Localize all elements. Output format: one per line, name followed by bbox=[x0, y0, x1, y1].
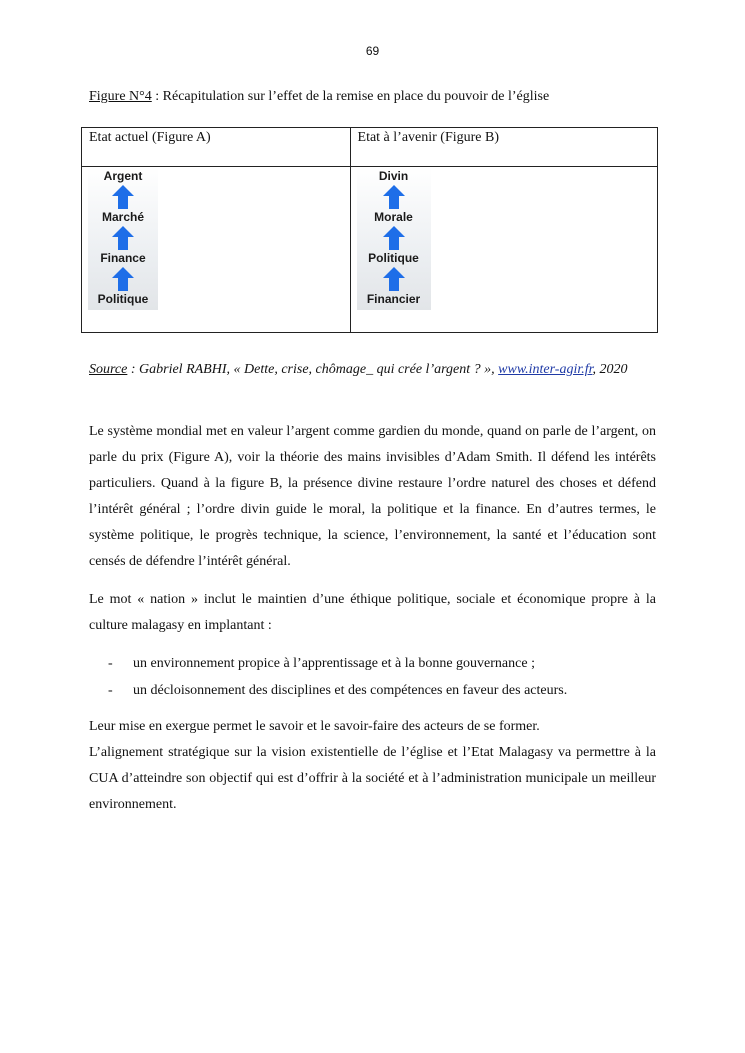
figure-title: : Récapitulation sur l’effet de la remise en place du pouvoir de l’église bbox=[151, 89, 550, 104]
figure-a-level-4: Politique bbox=[97, 292, 149, 306]
up-arrow-icon bbox=[112, 185, 134, 209]
up-arrow-icon bbox=[112, 267, 134, 291]
bullet-text: un décloisonnement des disciplines et des compétences en faveur des acteurs. bbox=[133, 683, 568, 698]
source-text: : Gabriel RABHI, « Dette, crise, chômage_ qui crée l’argent ? », bbox=[127, 362, 499, 377]
figure-label: Figure N°4 bbox=[89, 89, 152, 104]
figure-b-level-3: Politique bbox=[368, 251, 419, 265]
bullet-marker: - bbox=[108, 683, 113, 698]
up-arrow-icon bbox=[383, 185, 405, 209]
up-arrow-icon bbox=[112, 226, 134, 250]
figure-b-level-4: Financier bbox=[366, 292, 421, 306]
figure-a-cell bbox=[82, 167, 351, 333]
page-number: 69 bbox=[365, 44, 380, 58]
figure-b-diagram bbox=[357, 167, 431, 310]
source-link[interactable]: www.inter-agir.fr bbox=[498, 362, 593, 377]
figure-caption bbox=[89, 89, 549, 105]
figure-b-level-2: Morale bbox=[374, 210, 413, 224]
col-b-header: Etat à l’avenir (Figure B) bbox=[350, 128, 657, 167]
source-label: Source bbox=[89, 362, 128, 377]
paragraph-4: L’alignement stratégique sur la vision existentielle de l’église et l’Etat Malagasy va permettre à la CUA d’atteindre son objectif qui est d’offrir à la société et à l’administration municipale un meilleur environnement. bbox=[89, 745, 656, 812]
figure-b-cell bbox=[350, 167, 657, 333]
figure-source bbox=[89, 357, 656, 383]
up-arrow-icon bbox=[383, 267, 405, 291]
paragraph-2: Le mot « nation » inclut le maintien d’une éthique politique, sociale et économique propre à la culture malagasy en implantant : bbox=[89, 592, 656, 633]
figure-b-level-1: Divin bbox=[378, 169, 409, 183]
paragraph-1: Le système mondial met en valeur l’argent comme gardien du monde, quand on parle de l’argent, on parle du prix (Figure A), voir la théorie des mains invisibles d’Adam Smith. Il défend les intérêts particuliers. Quand à la figure B, la présence divine restaure l’ordre naturel des choses et défend l’intérêt général ; l’ordre divin guide le moral, la politique et la finance. En d’autres termes, le système politique, le progrès technique, la science, l’environnement, la santé et l’éducation sont censés de défendre l’intérêt général. bbox=[89, 424, 656, 569]
figure-a-level-2: Marché bbox=[101, 210, 145, 224]
up-arrow-icon bbox=[383, 226, 405, 250]
bullet-text: un environnement propice à l’apprentissage et à la bonne gouvernance ; bbox=[133, 656, 535, 671]
figure-table bbox=[81, 127, 658, 333]
figure-a-level-1: Argent bbox=[103, 169, 143, 183]
bullet-marker: - bbox=[108, 656, 113, 671]
paragraph-3: Leur mise en exergue permet le savoir et le savoir-faire des acteurs de se former. bbox=[89, 719, 540, 734]
source-year: , 2020 bbox=[592, 362, 628, 377]
figure-a-diagram bbox=[88, 167, 158, 310]
figure-a-level-3: Finance bbox=[100, 251, 146, 265]
col-a-header: Etat actuel (Figure A) bbox=[82, 128, 351, 167]
